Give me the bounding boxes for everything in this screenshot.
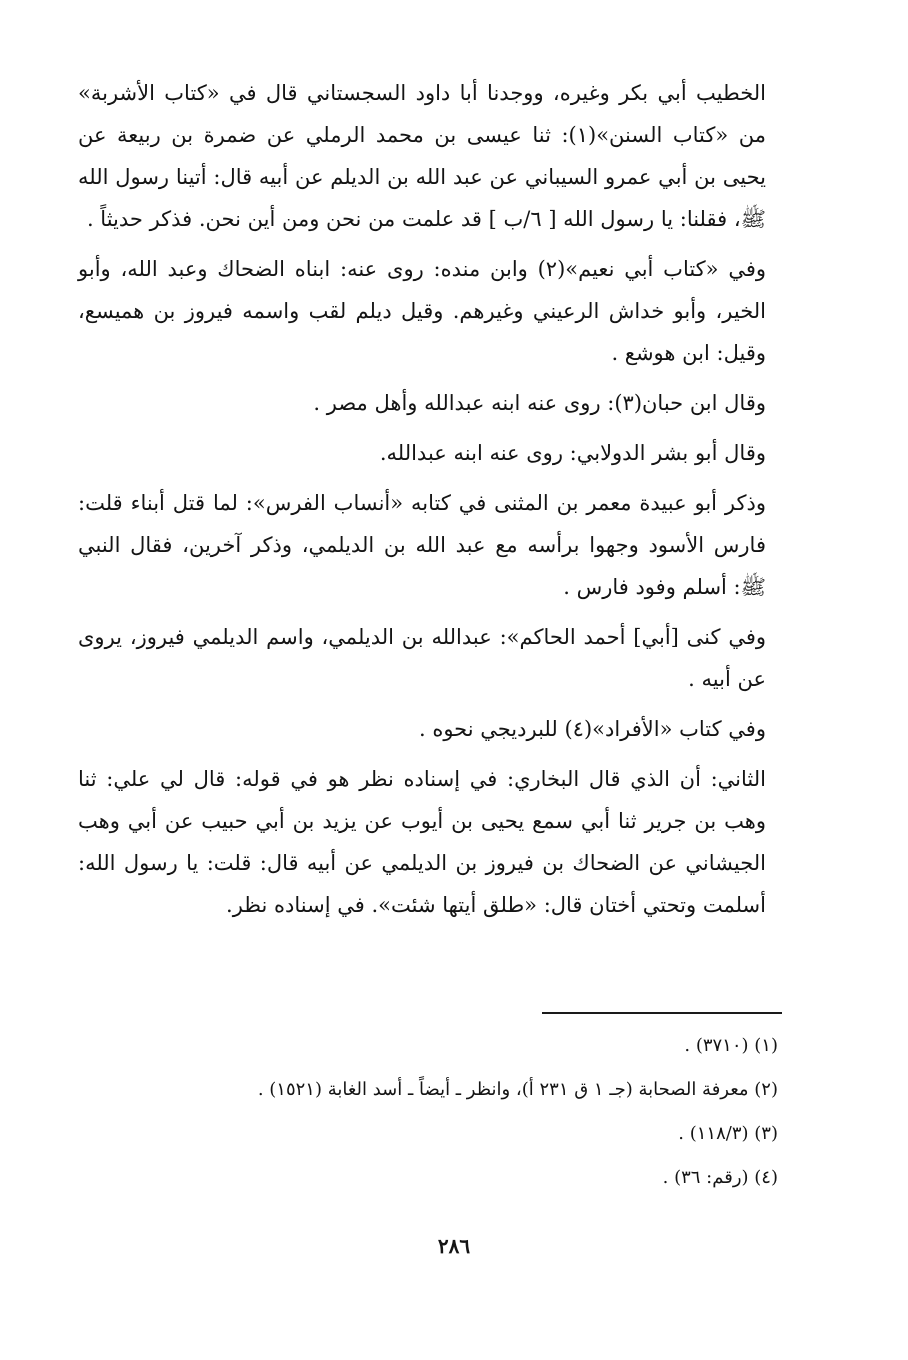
footnote-2: (٢) معرفة الصحابة (جـ ١ ق ٢٣١ أ)، وانظر ـ أيضاً ـ أسد الغابة (١٥٢١) . bbox=[257, 1079, 778, 1100]
paragraph-8: الثاني: أن الذي قال البخاري: في إسناده نظر هو في قوله: قال لي علي: ثنا وهب بن جرير ثنا أبي سمع يحيى بن أيوب عن يزيد بن أبي حبيب عن أبي وهب الجيشاني عن الضحاك بن فيروز بن الديلمي عن أبيه قال: قلت: يا رسول الله: أسلمت وتحتي أختان قال: «طلق أيتها شئت». في إسناده نظر. bbox=[78, 767, 766, 917]
footnote-4: (٤) (رقم: ٣٦) . bbox=[662, 1167, 778, 1188]
footnote-divider bbox=[542, 1012, 782, 1014]
paragraph-2: وفي «كتاب أبي نعيم»(٢) وابن منده: روى عنه: ابناه الضحاك وعبد الله، وأبو الخير، وأبو خداش الرعيني وغيرهم. وقيل ديلم لقب واسمه فيروز بن هميسع، وقيل: ابن هوشع . bbox=[78, 257, 767, 365]
paragraph-1: الخطيب أبي بكر وغيره، ووجدنا أبا داود السجستاني قال في «كتاب الأشربة» من «كتاب السنن»(١): ثنا عيسى بن محمد الرملي عن ضمرة بن ربيعة عن يحيى بن أبي عمرو السيباني عن عبد الله بن الديلم عن أبيه قال: أتينا رسول الله ﷺ، فقلنا: يا رسول الله [ ٦/ب ] قد علمت من نحن ومن أين نحن. فذكر حديثاً . bbox=[78, 81, 766, 231]
paragraph-4: وقال أبو بشر الدولابي: روى عنه ابنه عبدالله. bbox=[379, 441, 766, 465]
footnotes bbox=[160, 1024, 778, 1200]
paragraph-5: وذكر أبو عبيدة معمر بن المثنى في كتابه «أنساب الفرس»: لما قتل أبناء قلت: فارس الأسود وجهوا برأسه مع عبد الله بن الديلمي، وذكر آخرين، فقال النبي ﷺ: أسلم وفود فارس . bbox=[78, 491, 766, 599]
paragraph-7: وفي كتاب «الأفراد»(٤) للبرديجي نحوه . bbox=[418, 717, 766, 741]
footnote-3: (٣) (١١٨/٣) . bbox=[678, 1123, 778, 1144]
paragraph-6: وفي كنى [أبي] أحمد الحاكم»: عبدالله بن الديلمي، واسم الديلمي فيروز، يروى عن أبيه . bbox=[78, 625, 766, 691]
footnote-1: (١) (٣٧١٠) . bbox=[684, 1035, 778, 1056]
page-number: ٢٨٦ bbox=[437, 1234, 471, 1258]
main-text bbox=[78, 72, 766, 926]
paragraph-3: وقال ابن حبان(٣): روى عنه ابنه عبدالله وأهل مصر . bbox=[313, 391, 766, 415]
